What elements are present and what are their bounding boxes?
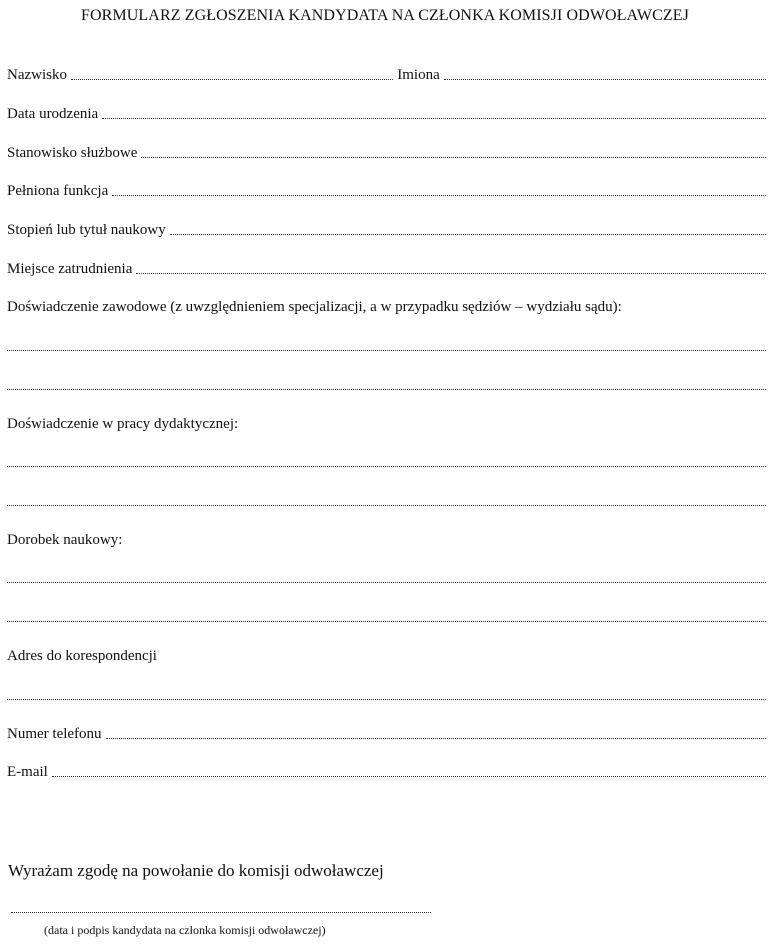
surname-field[interactable] bbox=[71, 67, 393, 80]
teaching-experience-line-2 bbox=[7, 493, 766, 513]
function-label: Pełniona funkcja bbox=[7, 183, 109, 199]
teaching-experience-field-2[interactable] bbox=[7, 493, 766, 506]
degree-row bbox=[7, 222, 766, 242]
surname-label: Nazwisko bbox=[7, 67, 67, 83]
workplace-field[interactable] bbox=[136, 261, 766, 274]
signature-field[interactable] bbox=[11, 900, 431, 913]
phone-field[interactable] bbox=[106, 726, 766, 739]
first-names-field[interactable] bbox=[444, 67, 766, 80]
email-field[interactable] bbox=[52, 764, 766, 777]
teaching-experience-field-1[interactable] bbox=[7, 454, 766, 467]
professional-experience-line-2 bbox=[7, 377, 766, 397]
scientific-output-field-2[interactable] bbox=[7, 609, 766, 622]
professional-experience-field-1[interactable] bbox=[7, 338, 766, 351]
professional-experience-label: Doświadczenie zawodowe (z uwzględnieniem specjalizacji, a w przypadku sędziów – wydziału sądu): bbox=[7, 299, 622, 315]
address-line bbox=[7, 687, 766, 707]
name-row bbox=[7, 67, 766, 87]
consent-statement: Wyrażam zgodę na powołanie do komisji odwoławczej bbox=[8, 861, 384, 880]
teaching-experience-line-1 bbox=[7, 454, 766, 474]
degree-field[interactable] bbox=[170, 222, 766, 235]
birth-date-field[interactable] bbox=[102, 106, 766, 119]
position-label: Stanowisko służbowe bbox=[7, 145, 138, 161]
scientific-output-line-1 bbox=[7, 570, 766, 590]
teaching-experience-label: Doświadczenie w pracy dydaktycznej: bbox=[7, 416, 239, 432]
address-label: Adres do korespondencji bbox=[7, 648, 157, 664]
email-label: E-mail bbox=[7, 764, 48, 780]
form-title: FORMULARZ ZGŁOSZENIA KANDYDATA NA CZŁONKA KOMISJI ODWOŁAWCZEJ bbox=[81, 7, 689, 24]
function-field[interactable] bbox=[112, 183, 766, 196]
birth-date-label: Data urodzenia bbox=[7, 106, 99, 122]
signature-caption: (data i podpis kandydata na członka komisji odwoławczej) bbox=[44, 923, 326, 937]
birth-date-row bbox=[7, 106, 766, 126]
scientific-output-line-2 bbox=[7, 609, 766, 629]
scientific-output-field-1[interactable] bbox=[7, 570, 766, 583]
first-names-label: Imiona bbox=[397, 67, 440, 83]
professional-experience-field-2[interactable] bbox=[7, 377, 766, 390]
scientific-output-label: Dorobek naukowy: bbox=[7, 532, 123, 548]
workplace-row bbox=[7, 261, 766, 281]
position-field[interactable] bbox=[141, 145, 766, 158]
position-row bbox=[7, 145, 766, 165]
professional-experience-line-1 bbox=[7, 338, 766, 358]
workplace-label: Miejsce zatrudnienia bbox=[7, 261, 133, 277]
function-row bbox=[7, 183, 766, 203]
phone-label: Numer telefonu bbox=[7, 726, 102, 742]
phone-row bbox=[7, 726, 766, 746]
address-field[interactable] bbox=[7, 687, 766, 700]
degree-label: Stopień lub tytuł naukowy bbox=[7, 222, 166, 238]
email-row bbox=[7, 764, 766, 784]
